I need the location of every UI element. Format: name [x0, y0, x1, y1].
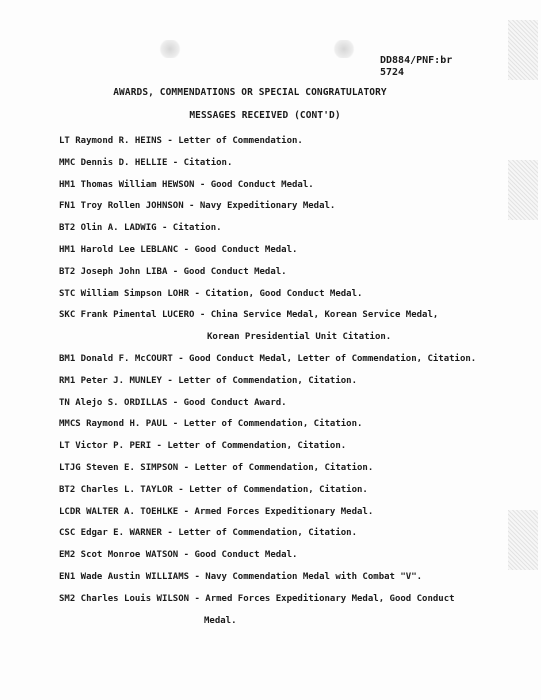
award-entry: CSC Edgar E. WARNER - Letter of Commendation, Citation. [59, 528, 358, 539]
award-entry: BM1 Donald F. McCOURT - Good Conduct Medal, Letter of Commendation, Citation. [59, 353, 477, 364]
award-entry: SKC Frank Pimental LUCERO - China Service Medal, Korean Service Medal, [59, 310, 439, 321]
scan-edge-noise [508, 20, 538, 80]
award-entry: MMC Dennis D. HELLIE - Citation. [59, 157, 233, 168]
award-entry: LT Victor P. PERI - Letter of Commendation, Citation. [59, 441, 347, 452]
award-entry: LTJG Steven E. SIMPSON - Letter of Commendation, Citation. [59, 462, 374, 473]
award-entry: TN Alejo S. ORDILLAS - Good Conduct Award. [59, 397, 287, 408]
award-entry: BT2 Charles L. TAYLOR - Letter of Commendation, Citation. [59, 484, 368, 495]
award-entry: FN1 Troy Rollen JOHNSON - Navy Expeditionary Medal. [59, 201, 336, 212]
award-list [59, 131, 531, 632]
award-entry: BT2 Joseph John LIBA - Good Conduct Medal. [59, 266, 287, 277]
scan-smudge [332, 40, 356, 58]
award-entry: BT2 Olin A. LADWIG - Citation. [59, 223, 222, 234]
award-entry: SM2 Charles Louis WILSON - Armed Forces Expeditionary Medal, Good Conduct [59, 593, 455, 604]
award-entry: MMCS Raymond H. PAUL - Letter of Commendation, Citation. [59, 419, 363, 430]
award-entry: HM1 Harold Lee LEBLANC - Good Conduct Medal. [59, 244, 298, 255]
document-title-line-1: AWARDS, COMMENDATIONS OR SPECIAL CONGRATULATORY [113, 87, 387, 98]
award-entry-continuation: Korean Presidential Unit Citation. [207, 332, 392, 343]
award-entry-continuation: Medal. [204, 615, 237, 626]
award-entry: EM2 Scot Monroe WATSON - Good Conduct Medal. [59, 550, 298, 561]
award-entry: LT Raymond R. HEINS - Letter of Commendation. [59, 136, 303, 146]
document-title-line-2: MESSAGES RECEIVED (CONT'D) [189, 110, 341, 121]
reference-line-1: DD884/PNF:br [380, 55, 453, 66]
award-entry: STC William Simpson LOHR - Citation, Good Conduct Medal. [59, 288, 363, 299]
award-entry: HM1 Thomas William HEWSON - Good Conduct Medal. [59, 179, 314, 190]
award-entry: EN1 Wade Austin WILLIAMS - Navy Commendation Medal with Combat "V". [59, 571, 423, 582]
reference-line-2: 5724 [380, 67, 405, 78]
scan-smudge [158, 40, 182, 58]
reference-code [380, 55, 452, 79]
award-entry: RM1 Peter J. MUNLEY - Letter of Commendation, Citation. [59, 375, 358, 386]
award-entry: LCDR WALTER A. TOEHLKE - Armed Forces Expeditionary Medal. [59, 506, 374, 517]
